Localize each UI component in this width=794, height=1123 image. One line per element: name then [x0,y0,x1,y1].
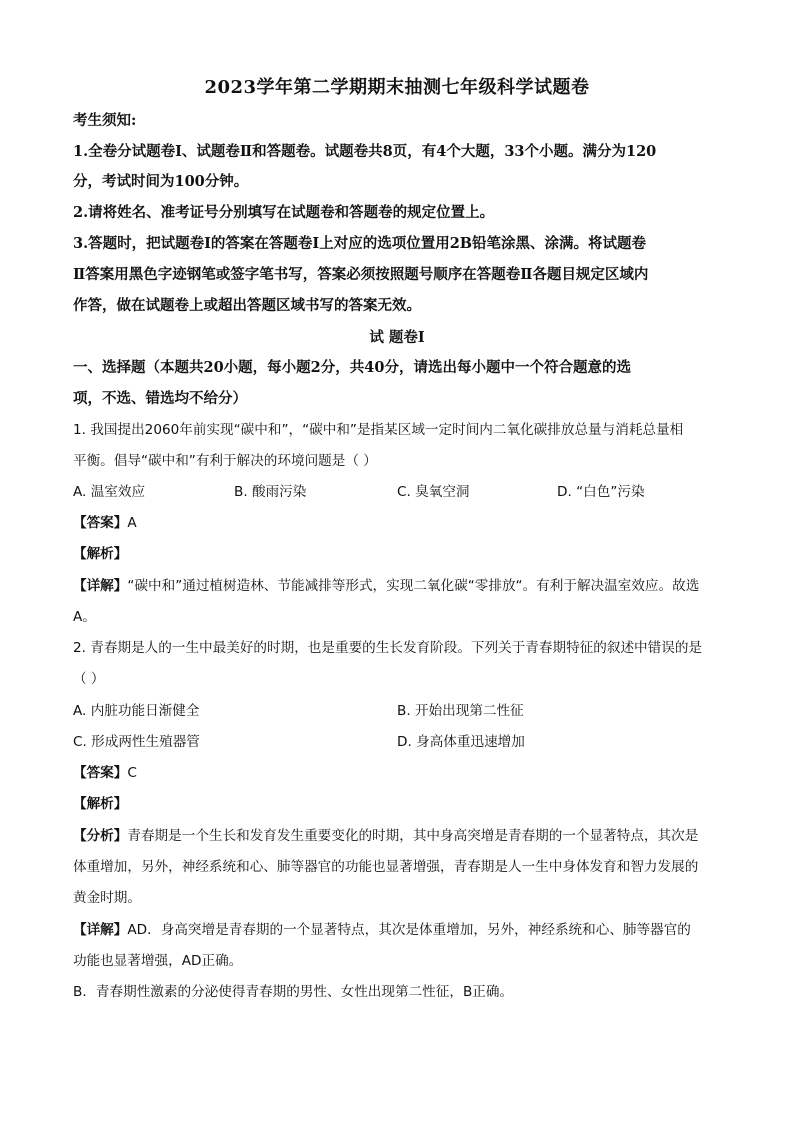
q2-option-c: C. 形成两性生殖器管 [73,734,200,750]
detail-tag: 【详解】 [73,922,128,938]
q2-detail-line-1 [73,920,723,940]
q2-detail-line-2: 功能也显著增强，AD正确。 [73,953,243,969]
q2-option-d: D. 身高体重迅速增加 [397,734,525,750]
detail-text: AD．身高突增是青春期的一个显著特点，其次是体重增加，另外，神经系统和心、肺等器官的 [127,922,691,938]
detail-tag: 【详解】 [73,578,128,594]
notice-item-2: 2.请将姓名、准考证号分别填写在试题卷和答题卷的规定位置上。 [73,204,495,221]
q1-option-d: D. “白色”污染 [557,484,645,500]
notice-item-1-line-2: 分，考试时间为100分钟。 [73,173,249,190]
q1-option-a: A. 温室效应 [73,484,146,500]
q1-detail-line-1 [73,576,723,596]
fenxi-text: 青春期是一个生长和发育发生重要变化的时期，其中身高突增是青春期的一个显著特点，其次是 [127,828,699,844]
q2-stem-line-2: （ ） [73,671,105,687]
notice-item-3-line-1: 3.答题时，把试题卷Ⅰ的答案在答题卷Ⅰ上对应的选项位置用2B铅笔涂黑、涂满。将试题卷 [73,235,647,252]
q1-option-b: B. 酸雨污染 [234,484,307,500]
notice-item-3-line-3: 作答，做在试题卷上或超出答题区域书写的答案无效。 [73,297,421,314]
notice-item-1-line-1: 1.全卷分试题卷Ⅰ、试题卷Ⅱ和答题卷。试题卷共8页，有4个大题，33个小题。满分为120 [73,143,657,160]
section-heading: 试 题卷Ⅰ [369,329,425,346]
answer-tag: 【答案】 [73,515,128,531]
notice-heading: 考生须知: [73,112,137,129]
q2-answer [73,763,723,783]
exam-title: 2023学年第二学期期末抽测七年级科学试题卷 [204,77,590,98]
q2-option-a: A. 内脏功能日渐健全 [73,703,200,719]
q1-analysis-tag: 【解析】 [73,546,128,562]
q1-answer [73,513,723,533]
q2-fenxi-line-3: 黄金时期。 [73,890,141,906]
answer-value: C [127,765,137,781]
answer-value: A [127,515,137,531]
q2-option-b: B. 开始出现第二性征 [397,703,524,719]
q1-detail-line-2: A。 [73,609,96,625]
detail-text: “碳中和”通过植树造林、节能减排等形式，实现二氧化碳“零排放“。有利于解决温室效应。故选 [127,578,700,594]
part1-heading-line-1: 一、选择题（本题共20小题，每小题2分，共40分，请选出每小题中一个符合题意的选 [73,359,631,376]
q1-stem-line-2: 平衡。倡导“碳中和”有利于解决的环境问题是（ ） [73,453,377,469]
fenxi-tag: 【分析】 [73,828,128,844]
part1-heading-line-2: 项，不选、错选均不给分） [73,390,247,407]
q2-fenxi-line-2: 体重增加，另外，神经系统和心、肺等器官的功能也显著增强，青春期是人一生中身体发育和智力发展的 [73,859,699,875]
q1-stem-line-1: 1. 我国提出2060年前实现“碳中和”，“碳中和”是指某区域一定时间内二氧化碳排放总量与消耗总量相 [73,422,684,438]
q2-stem-line-1: 2. 青春期是人的一生中最美好的时期，也是重要的生长发育阶段。下列关于青春期特征的叙述中错误的是 [73,640,703,656]
q1-option-c: C. 臭氧空洞 [397,484,470,500]
q2-fenxi-line-1 [73,826,723,846]
q2-analysis-tag: 【解析】 [73,796,128,812]
q2-detail-line-3: B．青春期性激素的分泌使得青春期的男性、女性出现第二性征，B正确。 [73,984,514,1000]
answer-tag: 【答案】 [73,765,128,781]
notice-item-3-line-2: Ⅱ答案用黑色字迹钢笔或签字笔书写，答案必须按照题号顺序在答题卷Ⅱ各题目规定区域内 [73,266,649,283]
